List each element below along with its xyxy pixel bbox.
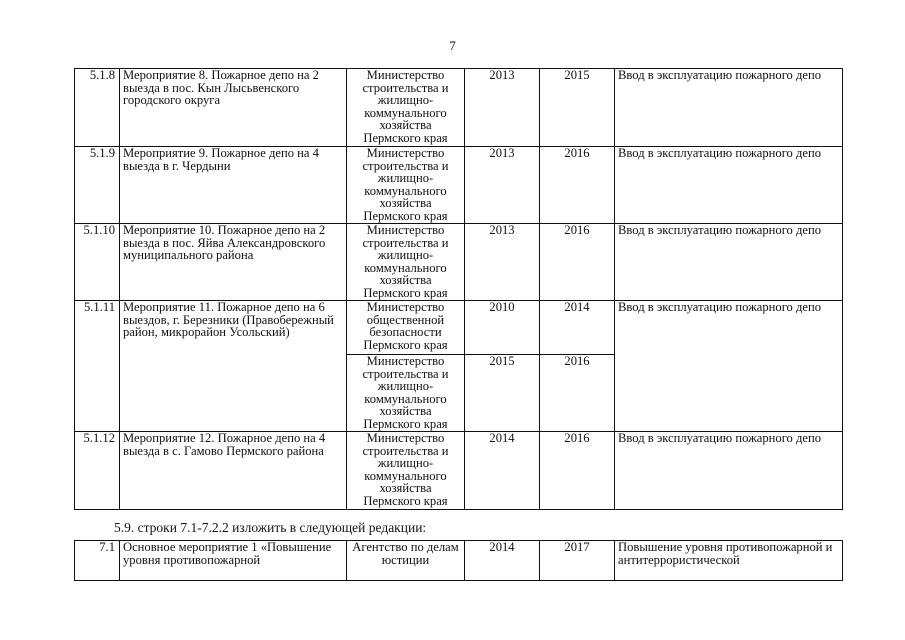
event-cell: Мероприятие 10. Пожарное депо на 2 выезда в пос. Яйва Александровского муниципального района bbox=[120, 224, 347, 301]
result-cell: Ввод в эксплуатацию пожарного депо bbox=[615, 69, 843, 147]
responsible-cell: Министерство строительства и жилищно-коммунального хозяйства Пермского края bbox=[347, 69, 465, 147]
result-cell: Ввод в эксплуатацию пожарного депо bbox=[615, 432, 843, 510]
responsible-cell: Министерство строительства и жилищно-коммунального хозяйства Пермского края bbox=[347, 147, 465, 224]
program-table bbox=[74, 68, 843, 510]
start-year-cell: 2013 bbox=[465, 69, 540, 147]
end-year-cell: 2015 bbox=[540, 69, 615, 147]
row-number: 5.1.12 bbox=[75, 432, 120, 510]
table-row bbox=[75, 147, 843, 224]
result-cell: Ввод в эксплуатацию пожарного депо bbox=[615, 224, 843, 301]
start-year-cell: 2013 bbox=[465, 224, 540, 301]
event-cell: Мероприятие 8. Пожарное депо на 2 выезда в пос. Кын Лысьвенского городского округа bbox=[120, 69, 347, 147]
row-number: 5.1.10 bbox=[75, 224, 120, 301]
end-year-cell: 2016 bbox=[540, 147, 615, 224]
responsible-cell: Министерство строительства и жилищно-коммунального хозяйства Пермского края bbox=[347, 355, 465, 432]
row-number: 5.1.9 bbox=[75, 147, 120, 224]
responsible-cell: Министерство строительства и жилищно-коммунального хозяйства Пермского края bbox=[347, 224, 465, 301]
event-cell: Мероприятие 12. Пожарное депо на 4 выезда в с. Гамово Пермского района bbox=[120, 432, 347, 510]
end-year-cell: 2014 bbox=[540, 301, 615, 355]
end-year-cell: 2016 bbox=[540, 432, 615, 510]
responsible-cell: Министерство общественной безопасности Пермского края bbox=[347, 301, 465, 355]
start-year-cell: 2013 bbox=[465, 147, 540, 224]
table-row bbox=[75, 432, 843, 510]
event-cell: Основное мероприятие 1 «Повышение уровня противопожарной bbox=[120, 541, 347, 581]
end-year-cell: 2016 bbox=[540, 355, 615, 432]
result-cell: Повышение уровня противопожарной и антитеррористической bbox=[615, 541, 843, 581]
start-year-cell: 2014 bbox=[465, 432, 540, 510]
start-year-cell: 2014 bbox=[465, 541, 540, 581]
row-number: 5.1.8 bbox=[75, 69, 120, 147]
row-number: 5.1.11 bbox=[75, 301, 120, 432]
table-row bbox=[75, 541, 843, 581]
amendment-paragraph: 5.9. строки 7.1-7.2.2 изложить в следующей редакции: bbox=[114, 520, 427, 535]
end-year-cell: 2017 bbox=[540, 541, 615, 581]
table-row bbox=[75, 69, 843, 147]
program-table-section-7 bbox=[74, 540, 843, 581]
responsible-cell: Министерство строительства и жилищно-коммунального хозяйства Пермского края bbox=[347, 432, 465, 510]
result-cell: Ввод в эксплуатацию пожарного депо bbox=[615, 301, 843, 432]
event-cell: Мероприятие 11. Пожарное депо на 6 выездов, г. Березники (Правобережный район, микрорайон Усольский) bbox=[120, 301, 347, 432]
event-cell: Мероприятие 9. Пожарное депо на 4 выезда в г. Чердыни bbox=[120, 147, 347, 224]
start-year-cell: 2015 bbox=[465, 355, 540, 432]
page-number: 7 bbox=[449, 38, 456, 53]
start-year-cell: 2010 bbox=[465, 301, 540, 355]
result-cell: Ввод в эксплуатацию пожарного депо bbox=[615, 147, 843, 224]
table-row bbox=[75, 224, 843, 301]
responsible-cell: Агентство по делам юстиции bbox=[347, 541, 465, 581]
end-year-cell: 2016 bbox=[540, 224, 615, 301]
table-row bbox=[75, 301, 843, 355]
row-number: 7.1 bbox=[75, 541, 120, 581]
